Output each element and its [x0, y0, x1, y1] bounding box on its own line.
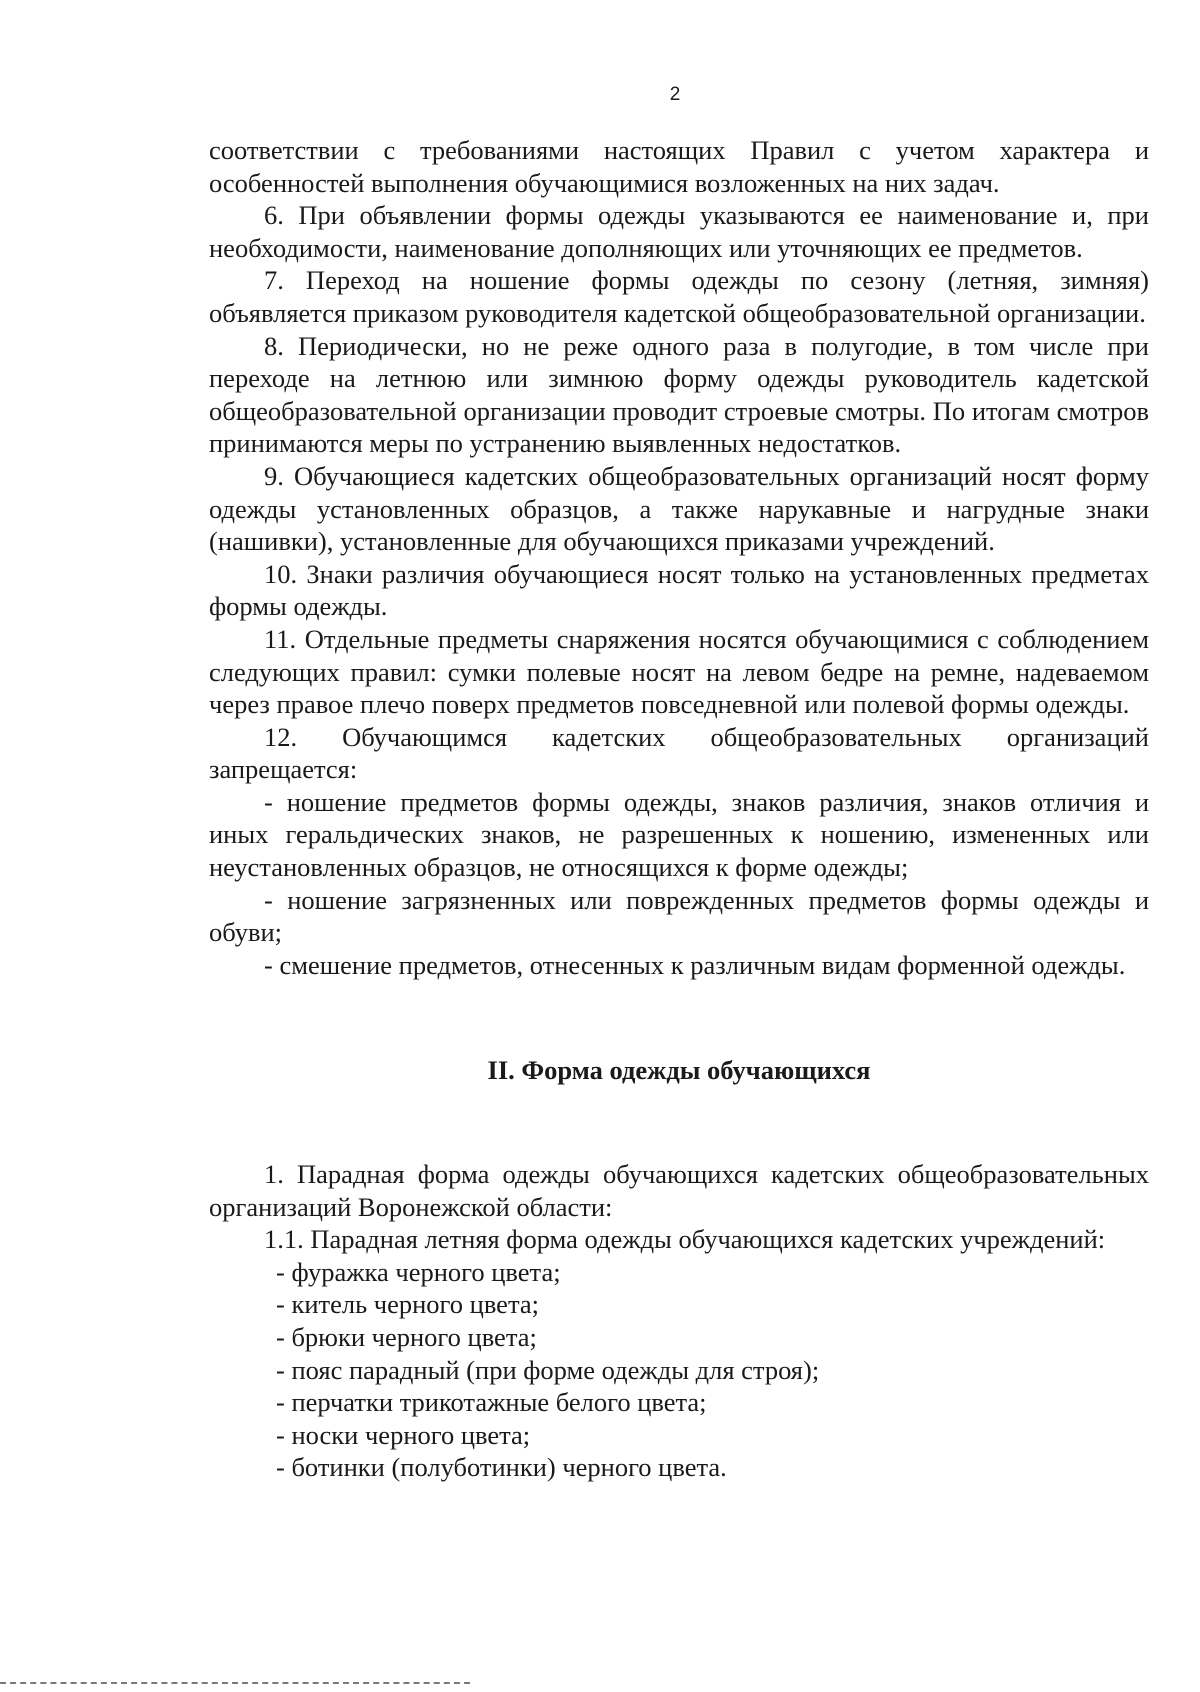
list-item: - перчатки трикотажные белого цвета; — [276, 1387, 707, 1418]
paragraph-8: 8. Периодически, но не реже одного раза в полугодие, в том числе при переходе на летнюю или зимнюю форму одежды руководитель кадетской общеобразовательной организации проводит строевые смотры. По итогам смотров принимаются меры по устранению выявленных недостатков. — [209, 330, 1149, 459]
prohibition-item-3: - смешение предметов, отнесенных к различным видам форменной одежды. — [264, 949, 1126, 980]
paragraph-10: 10. Знаки различия обучающиеся носят только на установленных предметах формы одежды. — [209, 558, 1149, 622]
list-item: - брюки черного цвета; — [276, 1322, 537, 1352]
paragraph-continuation: соответствии с требованиями настоящих Правил с учетом характера и особенностей выполнения обучающимися возложенных на них задач. — [209, 135, 1149, 198]
list-item: - фуражка черного цвета; — [276, 1256, 561, 1287]
paragraph-9: 9. Обучающиеся кадетских общеобразовательных организаций носят форму одежды установленных образцов, а также нарукавные и нагрудные знаки (нашивки), установленные для обучающихся приказами учреждений. — [209, 460, 1149, 557]
list-item: - китель черного цвета; — [276, 1289, 539, 1320]
page-number: 2 — [669, 84, 681, 105]
list-item: - ботинки (полуботинки) черного цвета. — [276, 1452, 727, 1483]
list-item: - пояс парадный (при форме одежды для строя); — [276, 1354, 820, 1385]
list-item: - носки черного цвета; — [276, 1419, 531, 1450]
prohibition-item-2: - ношение загрязненных или поврежденных предметов формы одежды и обуви; — [209, 884, 1149, 948]
paragraph-parade-summer: 1.1. Парадная летняя форма одежды обучающихся кадетских учреждений: — [264, 1224, 1106, 1255]
paragraph-parade-uniform: 1. Парадная форма одежды обучающихся кадетских общеобразовательных организаций Воронежской области: — [209, 1159, 1149, 1222]
paragraph-6: 6. При объявлении формы одежды указываются ее наименование и, при необходимости, наименование дополняющих или уточняющих ее предметов. — [209, 200, 1149, 263]
document-body — [209, 134, 1149, 1484]
prohibition-item-1: - ношение предметов формы одежды, знаков различия, знаков отличия и иных геральдических знаков, не разрешенных к ношению, измененных или неустановленных образцов, не относящихся к форме одежды; — [209, 786, 1149, 883]
scan-edge-line — [0, 1682, 470, 1684]
section-heading: II. Форма одежды обучающихся — [487, 1055, 871, 1086]
paragraph-11: 11. Отдельные предметы снаряжения носятся обучающимися с соблюдением следующих правил: сумки полевые носят на левом бедре на ремне, надеваемом через правое плечо поверх предметов повседневной или полевой формы одежды. — [209, 623, 1149, 720]
paragraph-7: 7. Переход на ношение формы одежды по сезону (летняя, зимняя) объявляется приказом руководителя кадетской общеобразовательной организации. — [209, 265, 1149, 328]
paragraph-12: 12. Обучающимся кадетских общеобразовательных организаций запрещается: — [209, 721, 1149, 785]
